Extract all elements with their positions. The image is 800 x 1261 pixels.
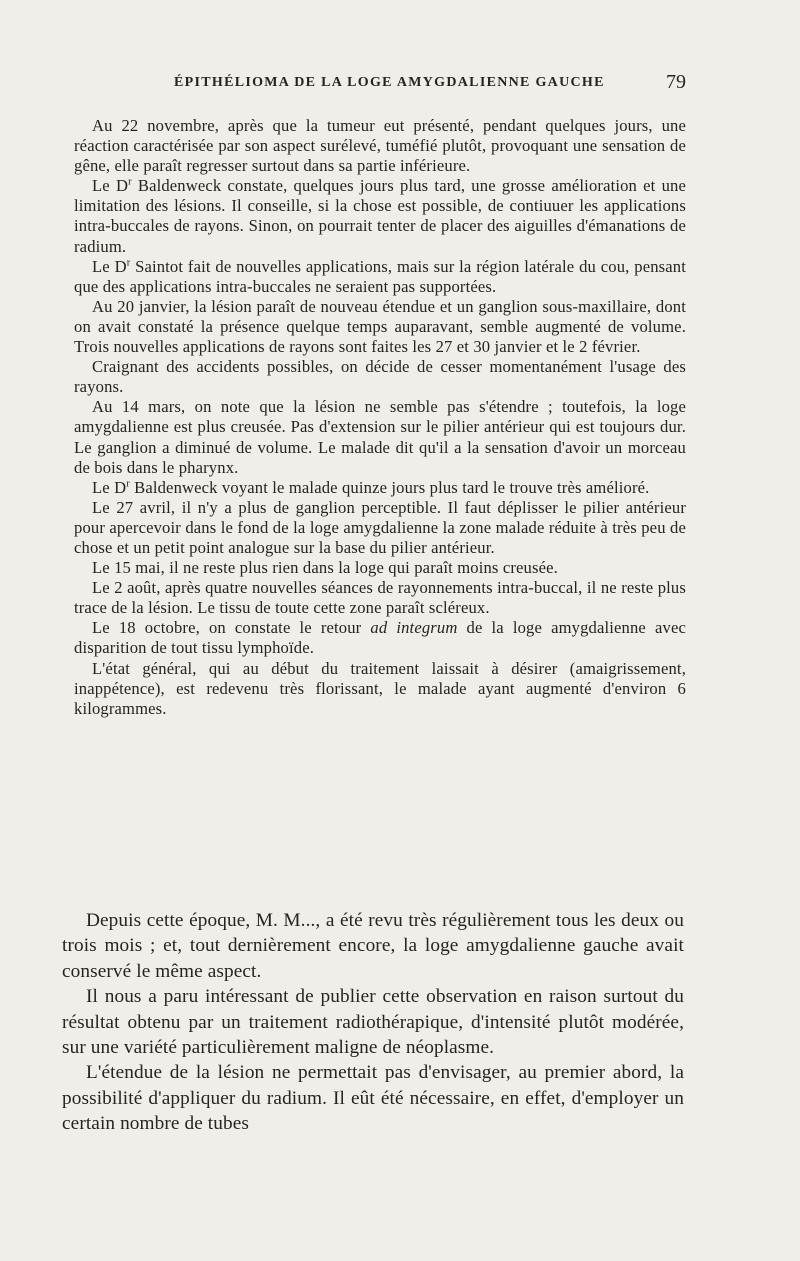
running-title: ÉPITHÉLIOMA DE LA LOGE AMYGDALIENNE GAUCHE — [174, 75, 605, 90]
paragraph: L'état général, qui au début du traitement laissait à désirer (amaigrissement, inappétence), est redevenu très florissant, le malade ayant augmenté d'environ 6 kilogrammes. — [74, 658, 686, 718]
paragraph: Il nous a paru intéressant de publier cette observation en raison surtout du résultat obtenu par un traitement radiothérapique, d'intensité plutôt modérée, sur une variété particulièrement maligne de néoplasme. — [62, 986, 684, 1059]
superscript: r — [126, 257, 131, 269]
observation-text — [74, 116, 686, 719]
commentary-text — [62, 908, 684, 1137]
superscript: r — [126, 478, 130, 490]
paragraph: Depuis cette époque, M. M..., a été revu très régulièrement tous les deux ou trois mois ; et, tout dernièrement encore, la loge amygdalienne gauche avait conservé le même aspect. — [62, 910, 684, 982]
page-header — [74, 73, 686, 97]
paragraph: Le 15 mai, il ne reste plus rien dans la loge qui paraît moins creusée. — [92, 558, 558, 578]
paragraph: Au 22 novembre, après que la tumeur eut présenté, pendant quelques jours, une réaction caractérisée par son aspect surélevé, tuméfié plutôt, provoquant une sensation de gêne, elle paraît regresser surtout dans sa partie inférieure. — [74, 116, 686, 176]
superscript: r — [128, 176, 132, 188]
page-number: 79 — [666, 71, 686, 93]
paragraph: Craignant des accidents possibles, on décide de cesser momentanément l'usage des rayons. — [74, 357, 686, 397]
paragraph: Le $D^r$ Baldenweck voyant le malade quinze jours plus tard le trouve très amélioré. — [92, 477, 650, 497]
paragraph: Au 20 janvier, la lésion paraît de nouveau étendue et un ganglion sous-maxillaire, dont on avait constaté la présence quelque temps auparavant, semble augmenté de volume. Trois nouvelles applications de rayons sont faites les 27 et 30 janvier et le 2 février. — [74, 296, 686, 357]
paragraph: Le 18 octobre, on constate le retour ad integrum de la loge amygdalienne avec disparition de tout tissu lymphoïde. — [74, 618, 686, 658]
paragraph: Le 2 août, après quatre nouvelles séances de rayonnements intra-buccal, il ne reste plus trace de la lésion. Le tissu de toute cette zone paraît scléreux. — [74, 578, 686, 618]
paragraph: Le $D^r$ Saintot fait de nouvelles applications, mais sur la région latérale du cou, pensant que des applications intra-buccales ne seraient pas supportées. — [74, 256, 686, 296]
paragraph: Le $D^r$ Baldenweck constate, quelques jours plus tard, une grosse amélioration et une limitation des lésions. Il conseille, si la chose est possible, de contiuuer les applications intra-buccales de rayons. Sinon, on pourrait tenter de placer des aiguilles d'émanations de radium. — [74, 176, 687, 256]
paragraph: Au 14 mars, on note que la lésion ne semble pas s'étendre ; toutefois, la loge amygdalienne est plus creusée. Pas d'extension sur le pilier antérieur qui est toujours dur. Le ganglion a diminué de volume. Le malade dit qu'il a la sensation d'avoir un morceau de bois dans le pharynx. — [74, 397, 686, 477]
latin-phrase: ad integrum — [370, 618, 458, 638]
paragraph: Le 27 avril, il n'y a plus de ganglion perceptible. Il faut déplisser le pilier antérieur pour apercevoir dans le fond de la loge amygdalienne la zone malade réduite à très peu de chose et un petit point analogue sur la base du pilier antérieur. — [74, 497, 686, 557]
paragraph: L'étendue de la lésion ne permettait pas d'envisager, au premier abord, la possibilité d'appliquer du radium. Il eût été nécessaire, en effet, d'employer un certain nombre de tubes — [62, 1062, 684, 1135]
